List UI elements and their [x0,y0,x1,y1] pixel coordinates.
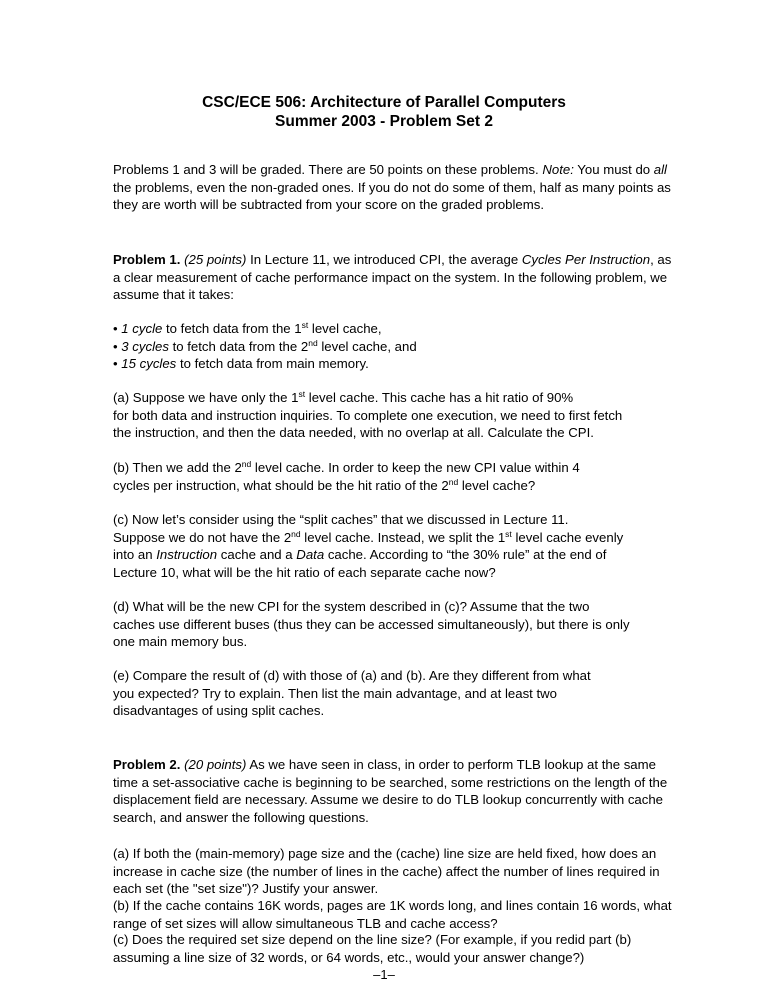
problem2-part-a: (a) If both the (main-memory) page size and the (cache) line size are held fixed, how does an increase in cache size (the number of lines in the cache) affect the number of lines required in each set (the "set size")? Justify your answer. [113,846,660,897]
problem1-part-b: (b) Then we add the 2nd level cache. In order to keep the new CPI value within 4 cycles per instruction, what should be the hit ratio of the 2nd level cache? [113,459,580,493]
problem2-intro: Problem 2. (20 points) As we have seen in class, in order to perform TLB lookup at the same time a set-associative cache is beginning to be searched, some restrictions on the length of the displacement field are necessary. Assume we desire to do TLB lookup concurrently with cache search, and answer the following questions. [113,757,668,825]
page-number: –1– [373,967,395,982]
problem1-part-c: (c) Now let’s consider using the “split caches” that we discussed in Lecture 11. Suppose we do not have the 2nd level cache. Instead, we split the 1st level cache evenly into an Instruction cache and a Data cache. According to “the 30% rule” at the end of Lecture 10, what will be the hit ratio of each separate cache now? [113,512,624,580]
list-item: • 1 cycle to fetch data from the 1st level cache, [113,320,382,336]
problem1-bullet-list [113,320,673,373]
list-item: • 3 cycles to fetch data from the 2nd level cache, and [113,337,417,354]
problem1-intro: Problem 1. (25 points) In Lecture 11, we introduced CPI, the average Cycles Per Instruction, as a clear measurement of cache performance impact on the system. In the following problem, we assume that it takes: [113,252,672,303]
problem2-part-b: (b) If the cache contains 16K words, pages are 1K words long, and lines contain 16 words, what range of set sizes will allow simultaneous TLB and cache access? [113,898,672,931]
document-subtitle: Summer 2003 - Problem Set 2 [275,113,493,130]
problem1-label: Problem 1. [113,252,181,267]
problem1-part-d: (d) What will be the new CPI for the system described in (c)? Assume that the two caches use different buses (thus they can be accessed simultaneously), but there is only one main memory bus. [113,599,630,650]
problem1-part-a: (a) Suppose we have only the 1st level cache. This cache has a hit ratio of 90% for both data and instruction inquiries. To complete one execution, we need to first fetch the instruction, and then the data needed, with no overlap at all. Calculate the CPI. [113,389,623,441]
problem1-part-e: (e) Compare the result of (d) with those of (a) and (b). Are they different from what you expected? Try to explain. Then list the main advantage, and at least two disadvantages of using split caches. [113,668,591,719]
problem2-label: Problem 2. [113,757,181,772]
intro-paragraph: Problems 1 and 3 will be graded. There are 50 points on these problems. Note: You must do all the problems, even the non-graded ones. If you do not do some of them, half as many points as they are worth will be subtracted from your score on the graded problems. [113,162,671,213]
document-title: CSC/ECE 506: Architecture of Parallel Computers [202,94,566,111]
problem2-part-c: (c) Does the required set size depend on the line size? (For example, if you redid part (b) assuming a line size of 32 words, or 64 words, etc., would your answer change?) [113,932,632,965]
list-item: • 15 cycles to fetch data from main memory. [113,356,369,372]
